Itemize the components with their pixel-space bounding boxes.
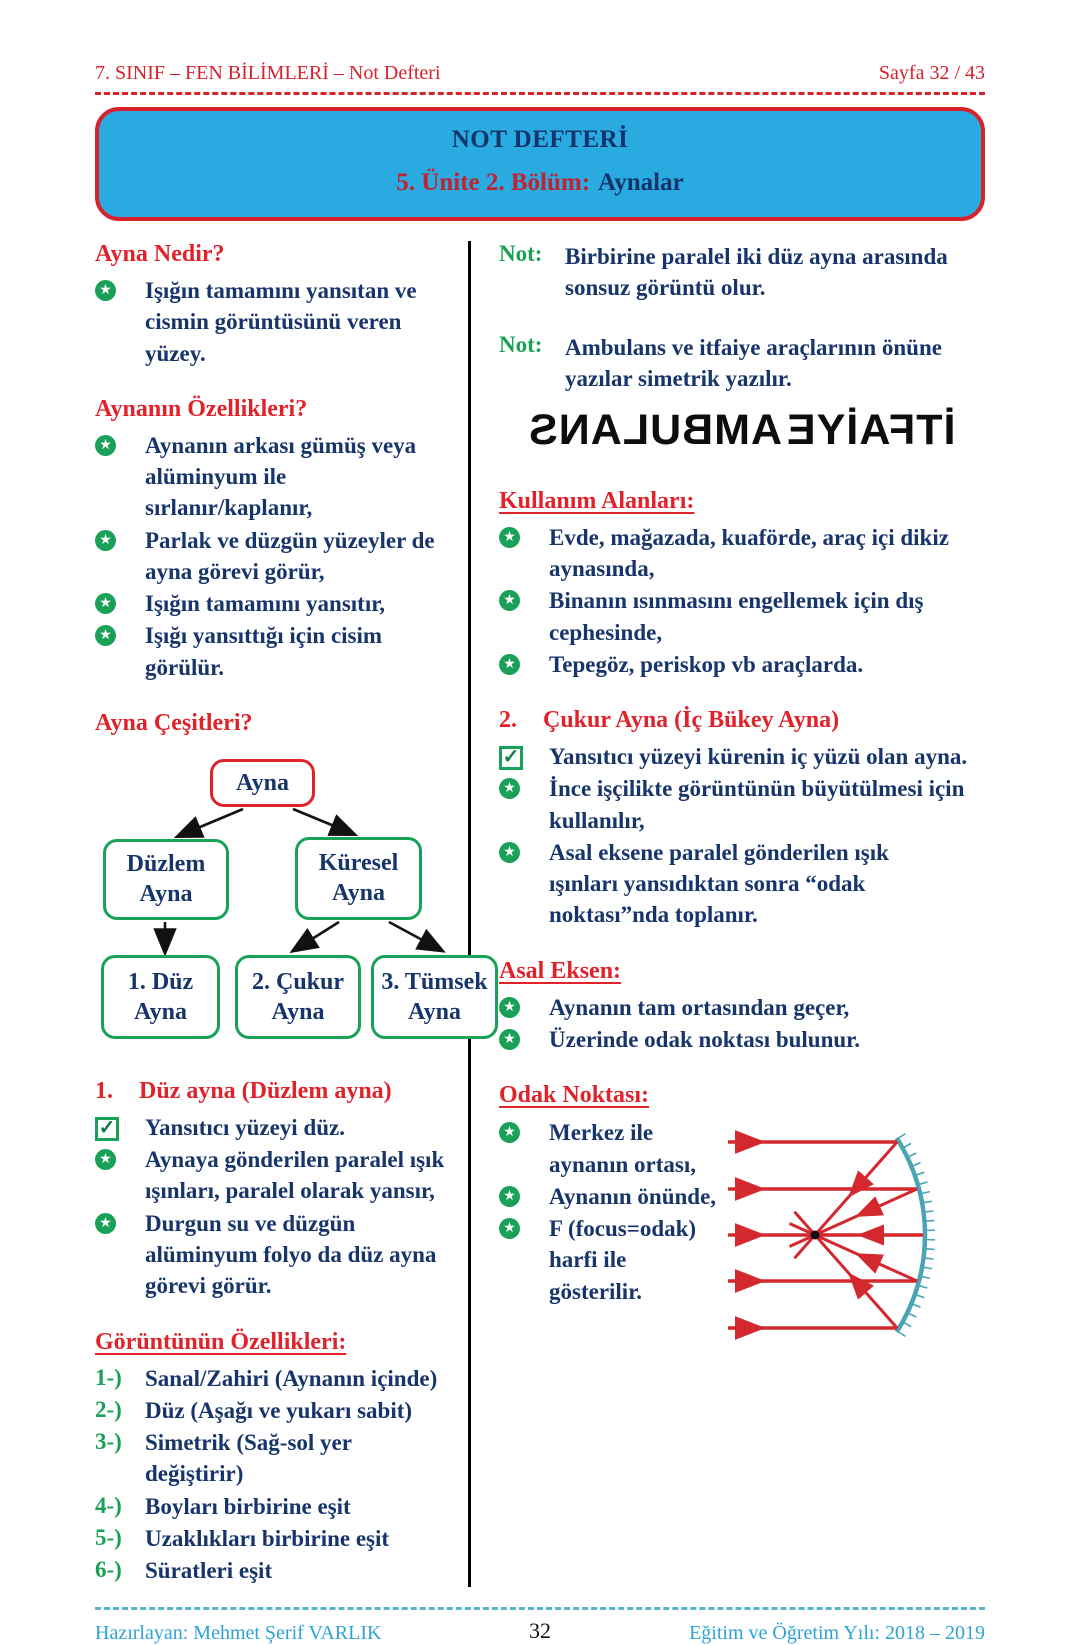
bullet-text: İnce işçilikte görüntünün büyütülmesi için kullanılır, [549,773,985,836]
numbered-item [95,1395,448,1426]
numbered-text: Boyları birbirine eşit [145,1491,448,1522]
numbered-item [95,1363,448,1394]
bullet-text: Evde, mağazada, kuaförde, araç içi dikiz aynasında, [549,522,985,585]
list-item [95,525,448,588]
bullet-text: F (focus=odak) harfi ile gösterilir. [549,1213,720,1307]
footer-page-number: 32 [0,1618,1080,1644]
list-item [499,649,985,680]
star-bullet-icon [95,435,116,456]
content-columns [95,241,985,1587]
list-item [499,1117,720,1180]
star-bullet-icon [499,1218,520,1239]
list-number: 6-) [95,1555,145,1586]
heading-asal-eksen: Asal Eksen: [499,958,985,985]
star-bullet-icon [499,527,520,548]
numbered-item [95,1427,448,1490]
heading-ozellikleri: Aynanın Özellikleri? [95,396,448,423]
bullet-text: Merkez ile aynanın ortası, [549,1117,720,1180]
numbered-text: Simetrik (Sağ-sol yer değiştirir) [145,1427,448,1490]
page-header [0,0,1080,85]
bullet-text: Işığın tamamını yansıtır, [145,588,448,619]
mirrored-text-block [499,404,985,458]
note-item [499,332,985,395]
heading-kullanim-alanlari: Kullanım Alanları: [499,488,985,515]
flowchart-box-kuresel-ayna: Küresel Ayna [295,837,422,920]
list-item [499,773,985,836]
list-item [95,430,448,524]
bullet-text: Binanın ısınmasını engellemek için dış cephesinde, [549,585,985,648]
numbered-text: Düz (Aşağı ve yukarı sabit) [145,1395,448,1426]
note-item [499,241,985,304]
title-banner [95,107,985,221]
list-item [499,1213,720,1307]
star-bullet-icon [95,530,116,551]
header-page-number: Sayfa 32 / 43 [879,62,985,85]
section-asal-eksen [499,958,985,1056]
heading-cesitleri: Ayna Çeşitleri? [95,710,448,737]
header-divider [95,92,985,95]
section-number: 1. [95,1078,139,1105]
bullet-text: Üzerinde odak noktası bulunur. [549,1024,985,1055]
flowchart-box-duzlem-ayna: Düzlem Ayna [103,839,229,920]
section-ozellikleri [95,396,448,683]
note-label: Not: [499,241,565,304]
right-column [471,241,985,1587]
concave-mirror-ray-diagram [720,1130,985,1345]
heading-goruntu-ozellikleri: Görüntünün Özellikleri: [95,1329,448,1356]
list-item [499,741,985,772]
section-cukur-ayna [499,707,985,931]
numbered-text: Süratleri eşit [145,1555,448,1586]
star-bullet-icon [95,1213,116,1234]
star-bullet-icon [499,1186,520,1207]
list-number: 2-) [95,1395,145,1426]
list-item [95,620,448,683]
numbered-item [95,1523,448,1554]
list-number: 3-) [95,1427,145,1490]
ayna-flowchart [95,755,448,1051]
footer-year: Eğitim ve Öğretim Yılı: 2018 – 2019 [689,1622,985,1645]
list-item [499,837,985,931]
header-course-title: 7. SINIF – FEN BİLİMLERİ – Not Defteri [95,62,441,85]
numbered-text: Uzaklıkları birbirine eşit [145,1523,448,1554]
star-bullet-icon [499,1122,520,1143]
banner-subtitle [99,169,981,197]
section-odak-noktasi [499,1082,985,1345]
flowchart-box-cukur-ayna: 2. Çukur Ayna [235,955,361,1039]
banner-subtitle-label: 5. Ünite 2. Bölüm: [396,169,590,196]
list-item [499,992,985,1023]
section-ayna-nedir [95,241,448,369]
numbered-item [95,1555,448,1586]
heading-ayna-nedir: Ayna Nedir? [95,241,448,268]
bullet-text: Durgun su ve düzgün alüminyum folyo da düz ayna görevi görür. [145,1208,448,1302]
star-bullet-icon [95,280,116,301]
star-bullet-icon [499,654,520,675]
list-item [95,588,448,619]
bullet-text: Işığın tamamını yansıtan ve cismin görüntüsünü veren yüzey. [145,275,448,369]
banner-subtitle-value: Aynalar [598,169,684,196]
flowchart-box-ayna: Ayna [210,759,315,807]
list-number: 5-) [95,1523,145,1554]
list-number: 4-) [95,1491,145,1522]
list-item [95,275,448,369]
bullet-text: Aynanın arkası gümüş veya alüminyum ile sırlanır/kaplanır, [145,430,448,524]
bullet-text: Parlak ve düzgün yüzeyler de ayna görevi görür, [145,525,448,588]
star-bullet-icon [95,625,116,646]
note-label: Not: [499,332,565,395]
mirrored-text-ambulans: AMBULANS [528,404,782,458]
bullet-text: Tepegöz, periskop vb araçlarda. [549,649,985,680]
bullet-text: Işığı yansıttığı için cisim görülür. [145,620,448,683]
list-item [499,585,985,648]
list-item [499,1024,985,1055]
bullet-text: Aynaya gönderilen paralel ışık ışınları, paralel olarak yansır, [145,1144,448,1207]
checkbox-check-icon [95,1117,119,1141]
list-item [95,1208,448,1302]
star-bullet-icon [499,590,520,611]
bullet-text: Yansıtıcı yüzeyi kürenin iç yüzü olan ayna. [549,741,985,772]
left-column [95,241,468,1587]
banner-title: NOT DEFTERİ [99,126,981,154]
section-cesitleri [95,710,448,1051]
note-text: Ambulans ve itfaiye araçlarının önüne yazılar simetrik yazılır. [565,332,985,395]
footer-author: Hazırlayan: Mehmet Şerif VARLIK [95,1622,381,1645]
star-bullet-icon [95,1149,116,1170]
mirrored-text-itfaiye: İTFAİYE [786,404,955,458]
bullet-text: Yansıtıcı yüzeyi düz. [145,1112,448,1143]
section-duz-ayna [95,1078,448,1302]
section-kullanim-alanlari [499,488,985,680]
flowchart-box-tumsek-ayna: 3. Tümsek Ayna [371,955,498,1039]
section-number: 2. [499,707,543,734]
section-goruntu-ozellikleri [95,1329,448,1587]
list-item [95,1144,448,1207]
star-bullet-icon [95,593,116,614]
bullet-text: Asal eksene paralel gönderilen ışık ışınları yansıdıktan sonra “odak noktası”nda toplanır. [549,837,901,931]
note-text: Birbirine paralel iki düz ayna arasında sonsuz görüntü olur. [565,241,985,304]
heading-cukur-ayna: 2. Çukur Ayna (İç Bükey Ayna) [499,707,985,734]
numbered-item [95,1491,448,1522]
bullet-text: Aynanın önünde, [549,1181,720,1212]
bullet-text: Aynanın tam ortasından geçer, [549,992,985,1023]
list-number: 1-) [95,1363,145,1394]
numbered-text: Sanal/Zahiri (Aynanın içinde) [145,1363,448,1394]
page-footer [0,1610,1080,1645]
list-item [499,522,985,585]
heading-odak-noktasi: Odak Noktası: [499,1082,985,1109]
flowchart-box-duz-ayna: 1. Düz Ayna [101,955,220,1039]
list-item [95,1112,448,1143]
list-item [499,1181,720,1212]
heading-duz-ayna: 1. Düz ayna (Düzlem ayna) [95,1078,448,1105]
